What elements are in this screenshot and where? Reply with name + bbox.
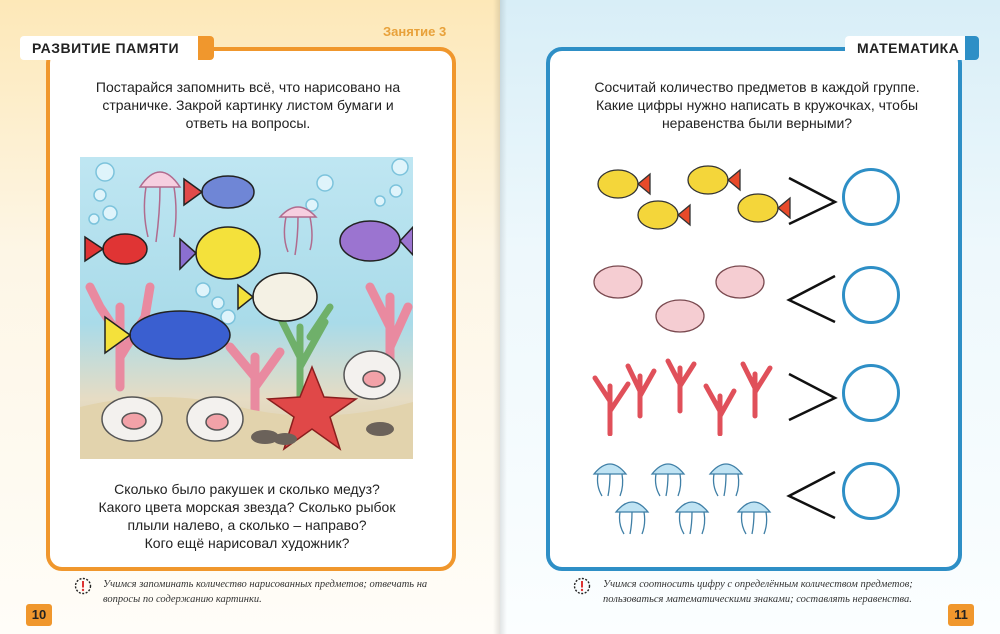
sign-greater: [785, 356, 845, 436]
sign-less: [785, 258, 845, 338]
seashell-icon: [656, 300, 704, 332]
memory-instruction: Постарайся запомнить всё, что нарисовано на страничке. Закрой картинку листом бумаги и ответь на вопросы.: [95, 79, 401, 131]
question-line: плыли налево, а сколько – направо?: [127, 517, 367, 533]
sign-greater: [785, 160, 845, 240]
lesson-label: Занятие 3: [383, 24, 447, 39]
coral-group: [580, 356, 800, 436]
attention-icon: [74, 577, 92, 595]
math-note: Учимся соотносить цифру с определённым количеством предметов; пользоваться математическими знаками; составлять неравенства.: [603, 579, 913, 605]
jellyfish-icon: [616, 502, 648, 534]
coral-icon: [706, 386, 734, 434]
fish-icon: [638, 201, 690, 229]
answer-circle[interactable]: [842, 364, 900, 422]
memory-questions: [72, 480, 422, 552]
memory-note: Учимся запоминать количество нарисованных предметов; отвечать на вопросы по содержанию картинки.: [103, 579, 428, 605]
seashell-icon: [594, 266, 642, 298]
answer-circle[interactable]: [842, 462, 900, 520]
coral-icon: [668, 361, 694, 411]
seashell-group: [580, 258, 800, 338]
fish-icon: [688, 166, 740, 194]
fish-icon: [738, 194, 790, 222]
jellyfish-icon: [710, 464, 742, 496]
fish-icon: [598, 170, 650, 198]
page-number-left: 10: [26, 604, 52, 626]
jellyfish-icon: [676, 502, 708, 534]
question-line: Кого ещё нарисовал художник?: [144, 535, 350, 551]
coral-icon: [628, 366, 654, 416]
row-seashells: [580, 258, 920, 338]
row-jellyfish: [580, 454, 920, 534]
seashell-icon: [716, 266, 764, 298]
coral-icon: [595, 378, 628, 434]
math-instruction: Сосчитай количество предметов в каждой группе. Какие цифры нужно написать в кружочках, чтобы неравенства были верными?: [594, 79, 920, 131]
question-line: Сколько было ракушек и сколько медуз?: [114, 481, 380, 497]
book-spine: [493, 0, 507, 634]
answer-circle[interactable]: [842, 168, 900, 226]
fish-group: [580, 160, 800, 240]
jellyfish-icon: [594, 464, 626, 496]
section-tag-memory: РАЗВИТИЕ ПАМЯТИ: [20, 36, 214, 60]
sign-less: [785, 454, 845, 534]
row-corals: [580, 356, 920, 436]
underwater-picture: [80, 157, 413, 459]
page-number-right: 11: [948, 604, 974, 626]
answer-circle[interactable]: [842, 266, 900, 324]
question-line: Какого цвета морская звезда? Сколько рыбок: [98, 499, 396, 515]
row-fish: [580, 160, 920, 240]
jellyfish-icon: [738, 502, 770, 534]
attention-icon: [573, 577, 591, 595]
section-tag-math: МАТЕМАТИКА: [845, 36, 979, 60]
coral-icon: [743, 364, 770, 416]
jellyfish-icon: [652, 464, 684, 496]
jellyfish-group: [580, 454, 800, 544]
